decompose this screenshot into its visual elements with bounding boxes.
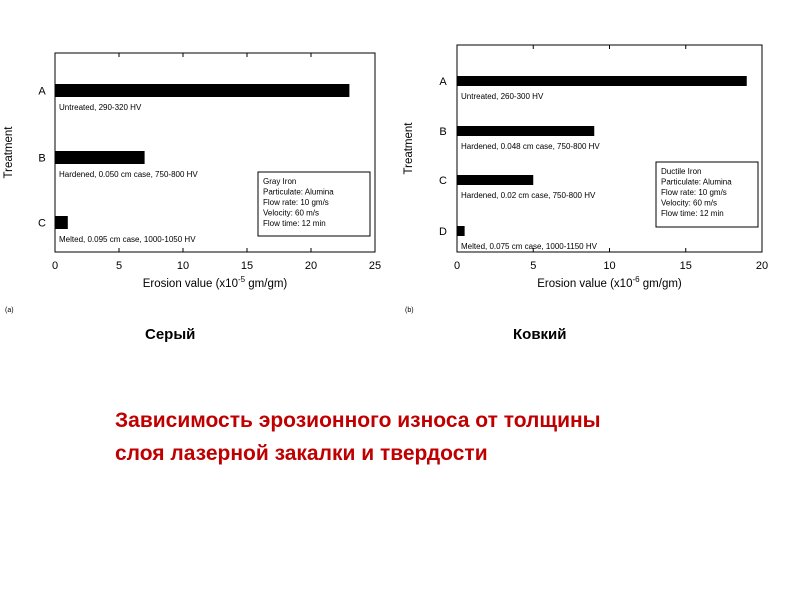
x-tick-label: 15 [679,260,692,272]
legend-line: Flow rate: 10 gm/s [661,188,727,197]
bar-B [55,151,145,164]
category-label-C: C [439,175,447,187]
x-tick-label: 0 [51,260,59,272]
panel-label: (b) [405,307,414,314]
caption-gray: Серый [145,326,196,343]
legend-line: Ductile Iron [661,167,702,176]
y-axis-label: Treatment [3,126,15,179]
x-tick-label: 20 [755,260,769,272]
category-label-B: B [439,126,447,138]
chart-svg [400,40,800,320]
legend-line: Velocity: 60 m/s [661,198,718,208]
slide-title-line1: Зависимость эрозионного износа от толщины [115,409,601,432]
x-tick-label: 20 [304,260,318,272]
bar-C [55,216,68,229]
chart-svg [0,40,400,320]
panel-label: (a) [5,307,14,314]
bar-description-C: Melted, 0.095 cm case, 1000-1050 HV [59,235,196,244]
x-tick-label: 5 [115,260,123,272]
chart-gray-iron [0,40,400,320]
legend-line: Gray Iron [263,177,297,186]
category-label-D: D [439,226,447,238]
category-label-C: C [38,217,46,230]
bar-description-C: Hardened, 0.02 cm case, 750-800 HV [461,191,596,200]
legend-line: Particulate: Alumina [263,187,334,197]
x-tick-label: 25 [368,260,382,272]
legend-line: Flow time: 12 min [263,219,326,228]
legend-line: Flow rate: 10 gm/s [263,198,329,207]
x-tick-label: 10 [176,260,190,272]
legend-line: Particulate: Alumina [661,177,732,187]
x-axis-label: Erosion value ($x10^{-5}$ gm/gm) [142,275,288,290]
category-label-A: A [38,85,46,98]
x-tick-label: 5 [530,260,537,272]
category-label-A: A [439,76,447,88]
legend-line: Velocity: 60 m/s [263,208,320,218]
bar-D [457,226,465,236]
bar-description-B: Hardened, 0.048 cm case, 750-800 HV [461,142,600,151]
bar-A [457,76,747,86]
bar-A [55,84,349,97]
slide-title [115,404,755,470]
x-tick-label: 0 [453,260,461,272]
bar-C [457,175,533,185]
bar-description-B: Hardened, 0.050 cm case, 750-800 HV [59,170,198,179]
legend-line: Flow time: 12 min [661,209,724,218]
caption-ductile: Ковкий [513,326,567,343]
bar-description-A: Untreated, 290-320 HV [59,103,142,112]
category-label-B: B [38,152,46,165]
x-tick-label: 15 [240,260,254,272]
x-axis-label: Erosion value ($x10^{-6}$ gm/gm) [537,275,682,290]
bar-description-A: Untreated, 260-300 HV [461,92,544,101]
y-axis-label: Treatment [403,122,415,175]
x-tick-label: 10 [603,260,616,272]
bar-description-D: Melted, 0.075 cm case, 1000-1150 HV [461,242,597,251]
chart-ductile-iron [400,40,800,320]
slide-title-line2: слоя лазерной закалки и твердости [115,442,488,465]
bar-B [457,126,594,136]
